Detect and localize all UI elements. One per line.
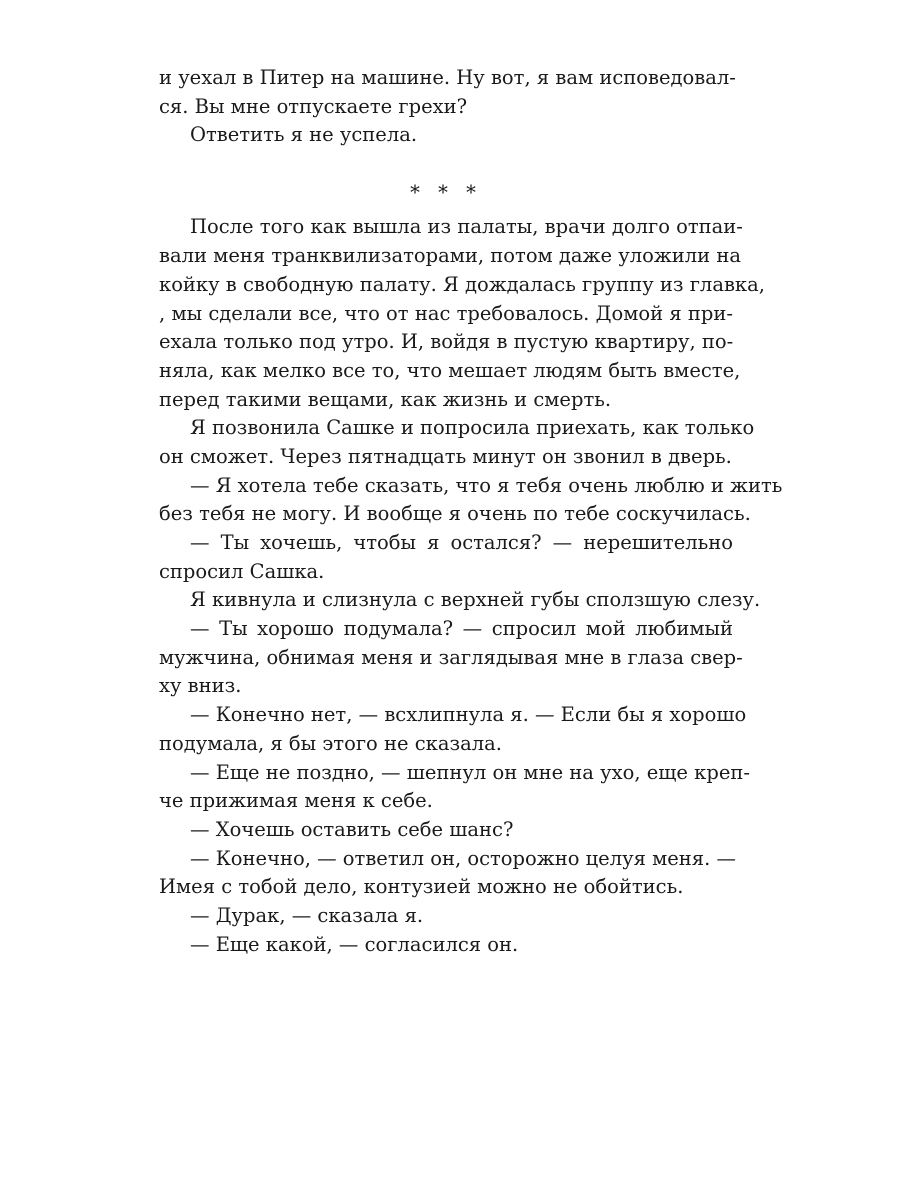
text-line: перед такими вещами, как жизнь и смерть. (159, 387, 612, 411)
text-line: — Еще какой, — согласился он. (190, 932, 519, 956)
text-line: , мы сделали все, что от нас требовалось. Домой я при- (159, 301, 733, 325)
text-line: няла, как мелко все то, что мешает людям быть вместе, (159, 358, 741, 382)
text-line: ся. Вы мне отпускаете грехи? (159, 94, 468, 118)
text-line: — Конечно нет, — всхлипнула я. — Если бы я хорошо (190, 703, 747, 727)
text-line: — Ты хорошо подумала? — спросил мой любимый (190, 617, 733, 641)
text-line: спросил Сашка. (159, 559, 325, 583)
text-line: койку в свободную палату. Я дождалась группу из главка, (159, 272, 765, 296)
text-line: ехала только под утро. И, войдя в пустую квартиру, по- (159, 330, 734, 354)
text-line: Имея с тобой дело, контузией можно не обойтись. (159, 875, 684, 899)
text-line: вали меня транквилизаторами, потом даже уложили на (159, 244, 741, 268)
text-line: ху вниз. (159, 674, 242, 698)
text-line: Я кивнула и слизнула с верхней губы сползшую слезу. (190, 588, 761, 612)
text-line: После того как вышла из палаты, врачи долго отпаи- (190, 215, 743, 239)
text-line: че прижимая меня к себе. (159, 789, 433, 813)
text-line: он сможет. Через пятнадцать минут он звонил в дверь. (159, 444, 732, 468)
text-line: — Еще не поздно, — шепнул он мне на ухо, еще креп- (190, 760, 750, 784)
text-line: мужчина, обнимая меня и заглядывая мне в глаза свер- (159, 645, 743, 669)
section-separator: * * * (410, 180, 482, 204)
text-line: Ответить я не успела. (190, 123, 418, 147)
book-page (159, 64, 783, 959)
text-line: — Конечно, — ответил он, осторожно целуя меня. — (190, 846, 736, 870)
text-line: и уехал в Питер на машине. Ну вот, я вам исповедовал- (159, 66, 736, 89)
section-gap (159, 150, 733, 179)
text-line: подумала, я бы этого не сказала. (159, 731, 502, 755)
text-line: — Я хотела тебе сказать, что я тебя очень люблю и жить (190, 473, 783, 497)
text-line: без тебя не могу. И вообще я очень по тебе соскучилась. (159, 502, 751, 526)
text-line: — Ты хочешь, чтобы я остался? — нерешительно (190, 531, 733, 554)
text-line: — Хочешь оставить себе шанс? (190, 817, 514, 841)
text-line: — Дурак, — сказала я. (190, 903, 424, 927)
text-line: Я позвонила Сашке и попросила приехать, как только (190, 416, 755, 440)
